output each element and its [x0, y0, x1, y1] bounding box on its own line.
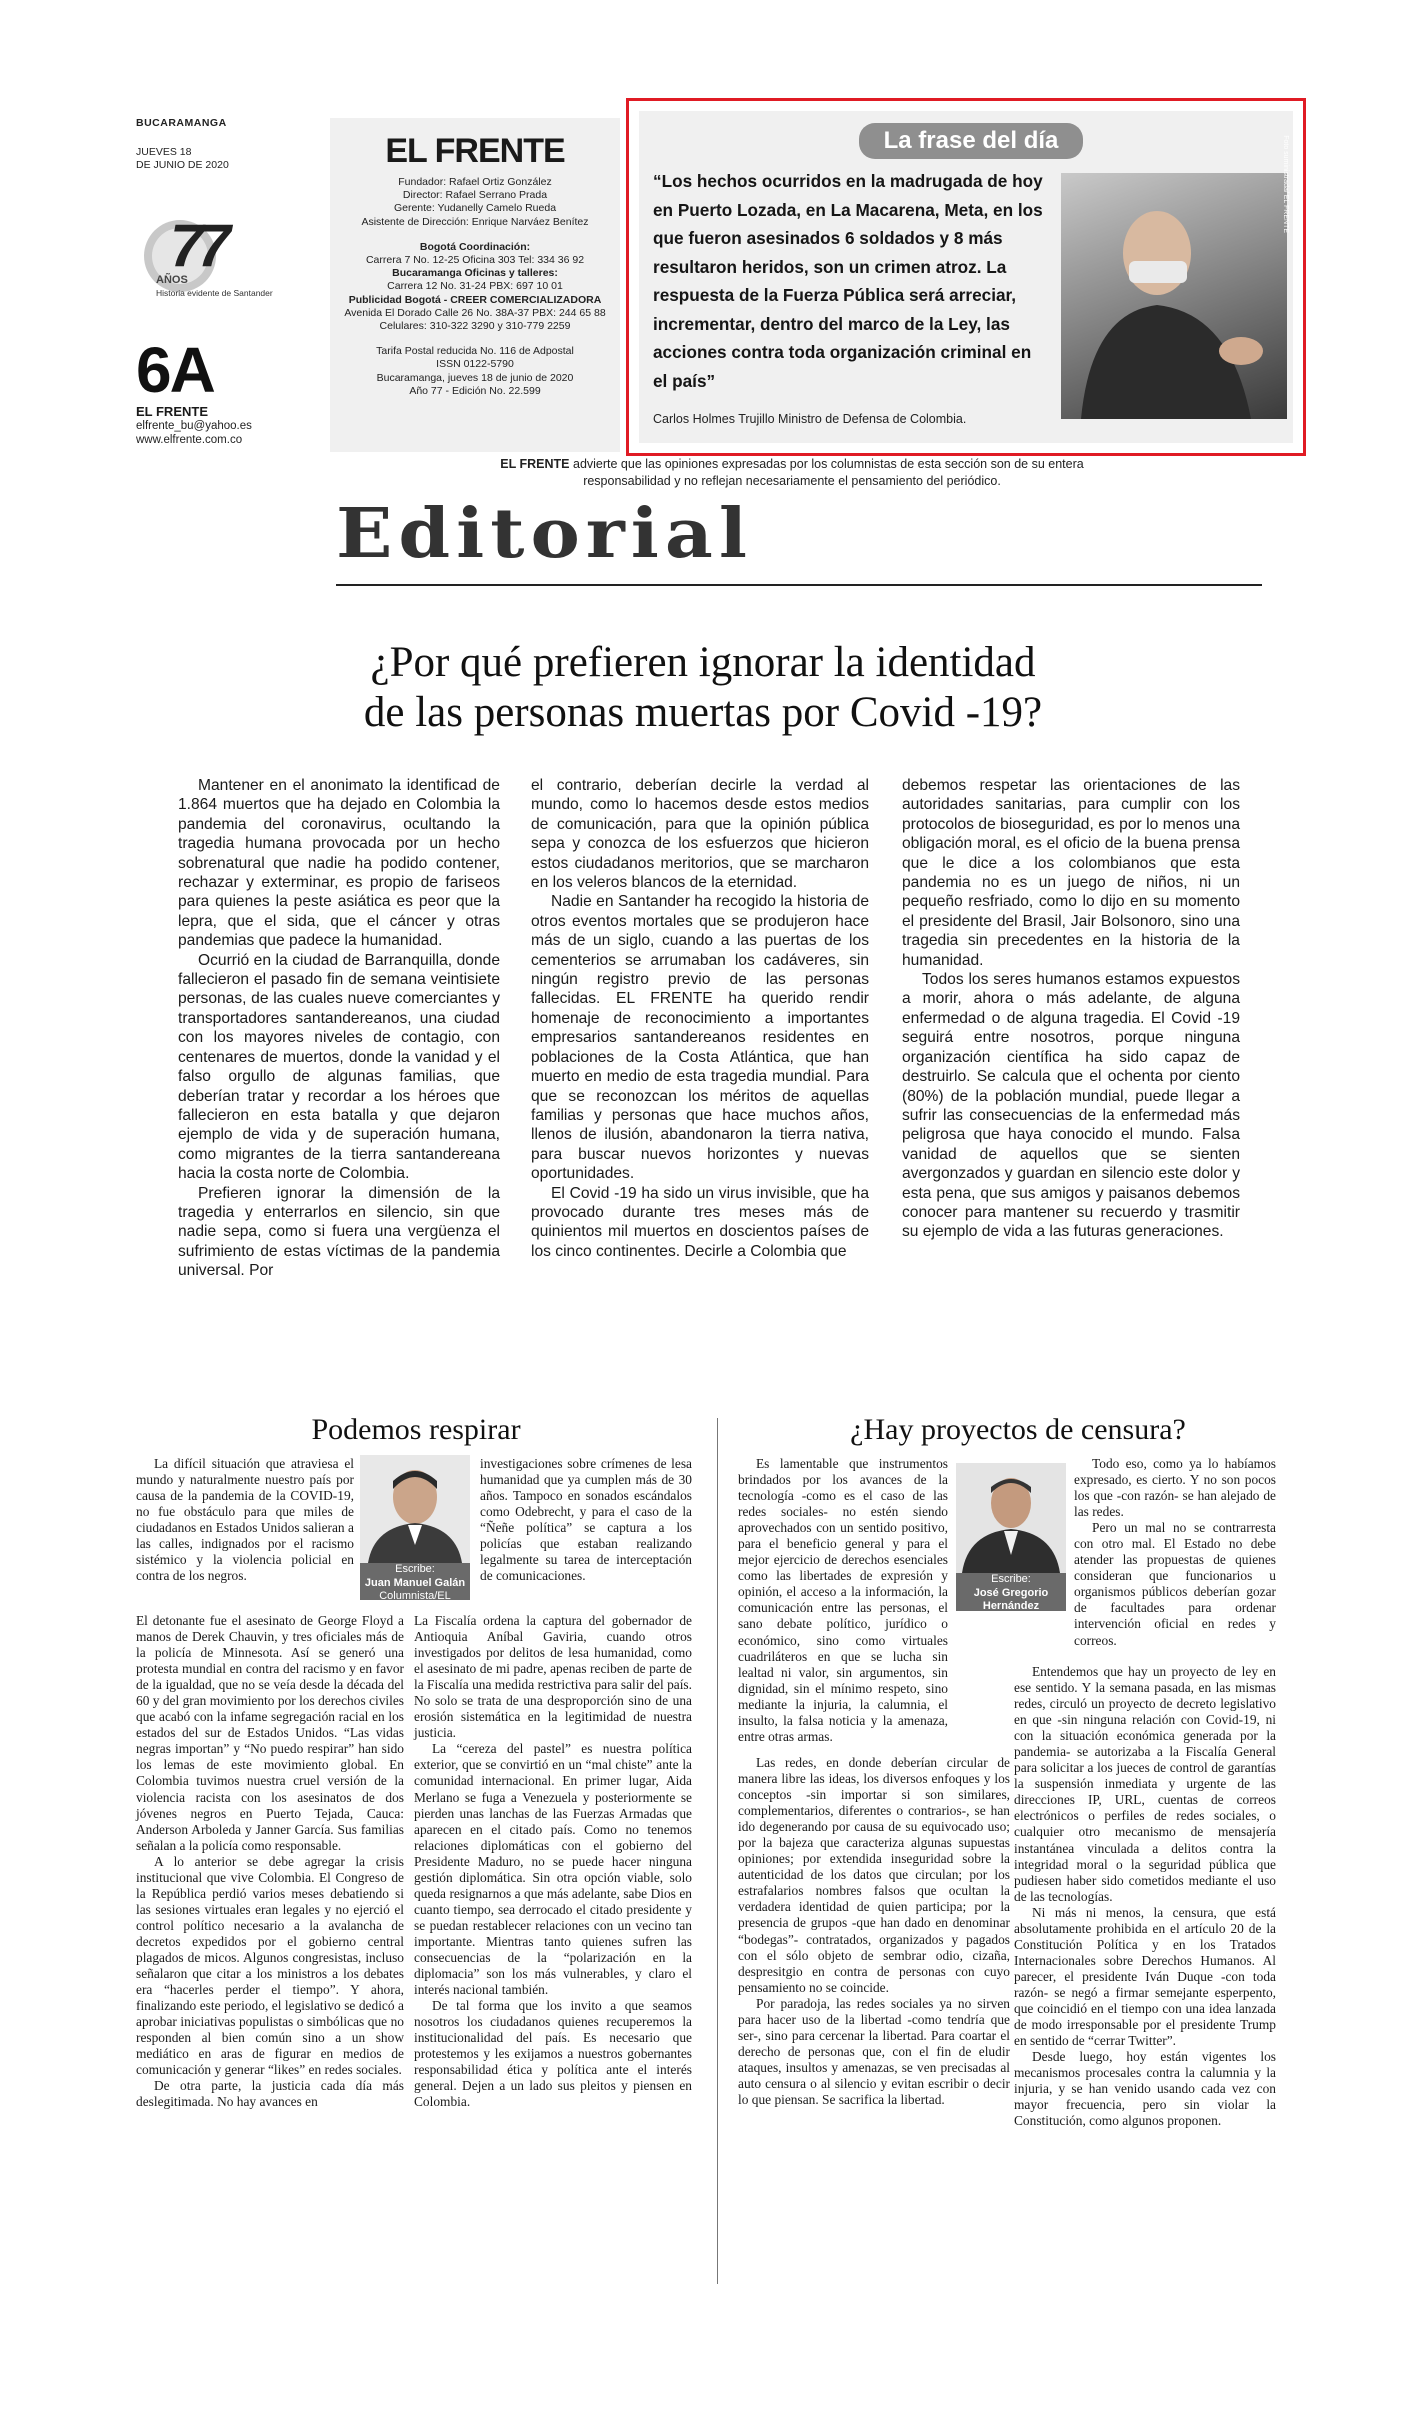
- info-spacer-2: [330, 333, 620, 345]
- city-label: BUCARAMANGA: [136, 117, 227, 129]
- section-rule: [336, 584, 1262, 586]
- column-right-headline: ¿Hay proyectos de censura?: [850, 1413, 1186, 1446]
- editorial-column-2: [531, 776, 869, 1261]
- column-right-intro: [738, 1456, 948, 1745]
- column-paragraph: Las redes, en donde deberían circular de manera libre las ideas, los diversos enfoques y los conceptos -sin importar si son similares, complementarios, diferentes o contrarios-, se han ido degenerando por causa de su equivocado uso; por la bajeza que caracteriza algunas supuestas opiniones; por extendida inseguridad sobre la autenticidad de los datos que circulan; por los estrafalarios nombres falsos que ocultan la verdadera identidad de quien participa; por la presencia de grupos -que han dado en denominar “bodegas”- contratados, organizados y pagados con el sólo objeto de sembrar odio, cizaña, despresitgio en contra de personas con cuyo pensamiento no se coincide.: [738, 1755, 1010, 1995]
- column-right-author-caption: [956, 1573, 1066, 1639]
- page-number: 6A: [136, 334, 214, 406]
- editorial-column-1: [178, 776, 500, 1281]
- info-advertising-address: Avenida El Dorado Calle 26 No. 38A-37 PBX: 244 65 88: [344, 306, 606, 319]
- author-caption-name: José Gregorio Hernández: [973, 1586, 1049, 1612]
- editorial-paragraph: El Covid -19 ha sido un virus invisible, que ha provocado durante tres meses más de quinientos mil muertos en doscientos países de los cinco continentes. Decirle a Colombia que: [531, 1184, 869, 1260]
- disclaimer-brand: EL FRENTE: [500, 457, 570, 471]
- column-paragraph: Desde luego, hoy están vigentes los mecanismos procesales contra la calumnia y la injuria, y se han venido usando cada vez con mayor frecuencia, pero sin violar la Constitución, como algunos proponen.: [1014, 2049, 1276, 2129]
- column-paragraph: La Fiscalía ordena la captura del gobernador de Antioquia Aníbal Gaviria, cuando otros investigados por delitos de lesa humanidad, como el asesinato de mi padre, apenas reciben de parte de la Fiscalía una medida restrictiva para salir del país. No solo se trata de una desproporción sino de una erosión sistemática en la legitimidad de nuestra justicia.: [414, 1613, 692, 1741]
- column-paragraph: Pero un mal no se contrarresta con otro mal. El Estado no debe atender las propuestas de quienes consideran que funcionarios u organismos públicos deberían gozar de facultades para ordenar intervención oficial en redes y correos.: [1074, 1520, 1276, 1648]
- editorial-headline-line-1: ¿Por qué prefieren ignorar la identidad: [370, 639, 1036, 686]
- info-bogota-address: Carrera 7 No. 12-25 Oficina 303 Tel: 334 36 92: [365, 254, 585, 267]
- publisher-info-lines: [330, 176, 620, 398]
- column-paragraph: investigaciones sobre crímenes de lesa humanidad que ya cumplen más de 30 años. Tampoco en sonados escándalos como Odebrecht, y para el caso de la “Ñeñe política” se captura a los policías que estaban realizando legalmente su tarea de interceptación de comunicaciones.: [480, 1456, 692, 1584]
- info-phones: Celulares: 310-322 3290 y 310-779 2259: [379, 320, 571, 333]
- anniversary-word: AÑOS: [156, 274, 188, 286]
- contact-website[interactable]: www.elfrente.com.co: [136, 434, 243, 446]
- newspaper-title: EL FRENTE: [385, 132, 565, 170]
- editorial-paragraph: debemos respetar las orientaciones de las autoridades sanitarias, para cumplir con los protocolos de bioseguridad, es por lo menos una obligación moral, es el oficio de la buena prensa que le dice a los colombianos que esta pandemia no es un juego de niños, ni un pequeño resfriado, como lo dijo en su momento el presidente del Brasil, Jair Bolsonoro, sino una tragedia sin precedentes en la historia de la humanidad.: [902, 777, 1240, 969]
- disclaimer-text: advierte que las opiniones expresadas por los columnistas de esta sección son de su entera responsabilidad y no reflejan necesariamente el pensamiento del periódico.: [569, 457, 1084, 488]
- column-paragraph: La “cereza del pastel” es nuestra política exterior, que se convirtió en un “mal chiste” ante la comunidad internacional. En primer lugar, Aida Merlano se fuga a Venezuela y posteriormente se pierden unas lanchas de las Fuerzas Armadas que aparecen en el citado país. Como no tenemos relaciones diplomáticas con el gobierno del Presidente Maduro, no se puede hacer ninguna gestión diplomática. Sin otra opción viable, solo queda resignarnos a que más adelante, sabe Dios en cuanto tiempo, sea derrocado el citado presidente y se puedan restablecer relaciones con un vecino tan importante. Mientras tanto quienes sufren las consecuencias de la “polarización en la diplomacia” son los más vulnerables, y claro el interés nacional también.: [414, 1741, 692, 1998]
- quote-author: Carlos Holmes Trujillo Ministro de Defensa de Colombia.: [653, 412, 967, 426]
- info-assistant: Asistente de Dirección: Enrique Narváez Benítez: [361, 215, 589, 228]
- info-date: Bucaramanga, jueves 18 de junio de 2020: [376, 371, 574, 384]
- date-line-1: JUEVES 18: [136, 146, 192, 158]
- editorial-paragraph: Prefieren ignorar la dimensión de la tragedia y enterrarlos en silencio, sin que nadie sepa, como si fuera una vergüenza el sufrimiento de estas víctimas de la pandemia universal. Por: [178, 1184, 500, 1280]
- column-paragraph: El detonante fue el asesinato de George Floyd a manos de Derek Chauvin, y tres oficiales más de la policía de Minnesota. Así se generó una protesta mundial en contra del racismo y en favor de la igualdad, que no se veía desde la década del 60 y del gran movimiento por los derechos civiles que acabó con la infame segregación racial en los estados del sur de Estados Unidos. “Las vidas negras importan” y “No puedo respirar” han sido los lemas de este movimiento global. En Colombia tuvimos nuestra cruel versión de la violencia racista con los asesinatos de dos jóvenes negros en Puerto Tejada, Cauca: Anderson Arboleda y Janner García. Sus familias señalan a la policía como responsable.: [136, 1613, 404, 1853]
- column-left-col-a: [136, 1613, 404, 2110]
- column-left-intro: [136, 1456, 354, 1584]
- anniversary-number: 77: [170, 212, 225, 279]
- info-manager: Gerente: Yudanelly Camelo Rueda: [393, 202, 557, 215]
- info-bucaramanga-heading: Bucaramanga Oficinas y talleres:: [392, 267, 558, 280]
- person-photo-icon: [1061, 173, 1287, 419]
- editorial-paragraph: el contrario, deberían decirle la verdad al mundo, como lo hacemos desde estos medios de comunicación, para que la opinión pública sepa y conozca de los esfuerzos que hicieron estos ciudadanos meritorios, que se marcharon en los veleros blancos de la eternidad.: [531, 777, 869, 892]
- section-title: Editorial: [336, 494, 753, 574]
- info-bogota-heading: Bogotá Coordinación:: [419, 240, 531, 253]
- column-left-col-b-top: [480, 1456, 692, 1584]
- date-line-2: DE JUNIO DE 2020: [136, 159, 229, 171]
- disclaimer: [472, 456, 1112, 490]
- editorial-headline-line-2: de las personas muertas por Covid -19?: [363, 689, 1043, 736]
- contact-email[interactable]: elfrente_bu@yahoo.es: [136, 420, 252, 432]
- info-postal: Tarifa Postal reducida No. 116 de Adpostal: [376, 345, 574, 358]
- anniversary-tagline: Historia evidente de Santander: [156, 288, 273, 298]
- editorial-paragraph: Mantener en el anonimato la identificad de 1.864 muertos que ha dejado en Colombia la pandemia del coronavirus, ocultando la tragedia humana provocada por un hecho sobrenatural que nadie ha podido contener, rechazar y exterminar, es propio de fariseos para quienes la peste asiática es peor que la lepra, que el sida, que el cáncer y otras pandemias que padece la humanidad.: [178, 777, 500, 950]
- minister-photo: [1061, 135, 1289, 419]
- author-caption-role: Columnista/EL FRENTE: [379, 1590, 451, 1616]
- author-caption-label: Escribe:: [395, 1563, 435, 1575]
- info-spacer: [330, 229, 620, 241]
- quote-text: “Los hechos ocurridos en la madrugada de hoy en Puerto Lozada, en La Macarena, Meta, en los que fueron asesinados 6 soldados y 8 más resultaron heridos, son un crimen atroz. La respuesta de la Fuerza Pública será arreciar, incrementar, dentro del marco de la Ley, las acciones contra toda organización criminal en el país”: [653, 171, 1043, 391]
- column-paragraph: Entendemos que hay un proyecto de ley en ese sentido. Y la semana pasada, en las mismas redes, circuló un proyecto de decreto legislativo en que -sin ninguna relación con Covid-19, ni con la situación económica generada por la pandemia- se autorizaba a la Fiscalía General para solicitar a los jueces de control de garantías la suspensión inmediata y urgente de las direcciones IP, URL, cuentas de correos electrónicos o perfiles de redes sociales, o cualquier otro mecanismo de mensajería instantánea vinculada a delitos contra la integridad moral o la seguridad pública que pudiesen haber sido cometidos mediante el uso de las tecnologías.: [1014, 1664, 1276, 1904]
- column-paragraph: Es lamentable que instrumentos brindados por los avances de la tecnología -como es el caso de las redes sociales- no estén siendo aprovechados con un sentido positivo, para el beneficio general y para el mejor ejercicio de derechos esenciales como las libertades de expresión y opinión, el acceso a la información, la comunicación entre las personas, el sano debate político, jurídico o económico, sino como virtuales cuadriláteros en que se lucha sin lealtad ni valor, sin argumentos, sin dignidad, sin el mínimo respeto, sino mediante la injuria, la calumnia, el insulto, la falsa noticia y la amenaza, entre otras armas.: [738, 1456, 948, 1744]
- column-paragraph: La difícil situación que atraviesa el mundo y naturalmente nuestro país por causa de la pandemia de la COVID-19, no fue obstáculo para que miles de ciudadanos en Estados Unidos salieran a las calles, indignados por el racismo sistémico y la violencia policial en contra de los negros.: [136, 1456, 354, 1584]
- author-caption-role: Columnista/EL FRENTE: [975, 1613, 1047, 1639]
- author-caption-label: Escribe:: [991, 1573, 1031, 1585]
- editorial-paragraph: Todos los seres humanos estamos expuestos a morir, ahora o más adelante, de alguna enfermedad o de alguna tragedia. El Covid -19 seguirá entre nosotros, porque ninguna organización científica ha sido capaz de destruirlo. Se calcula que el ochenta por ciento (80%) de la población mundial, puede llegar a sufrir las consecuencias de la enfermedad más peligrosa que haya conocido el mundo. Falsa vanidad de aquellos que se sienten avergonzados y guardan en silencio este dolor y esta pena, que sus amigos y paisanos debemos conocer para mantener su recuerdo y trasmitir su ejemplo de vida a las futuras generaciones.: [902, 971, 1240, 1241]
- anniversary-logo: [140, 208, 290, 304]
- column-right-col-b: [1014, 1664, 1276, 2129]
- publisher-info-box: [330, 118, 620, 452]
- info-advertising-heading: Publicidad Bogotá - CREER COMERCIALIZADORA: [348, 293, 602, 306]
- editorial-paragraph: Nadie en Santander ha recogido la historia de otros eventos mortales que se produjeron hace más de un siglo, cuando a las puertas de los cementerios se arrumaban los cadáveres, sin ningún registro previo de las personas fallecidas. EL FRENTE ha querido rendir homenaje de reconocimiento a importantes empresarios santandereanos residentes en poblaciones de la Costa Atlántica, que han muerto en medio de esta tragedia mundial. Para que se reconozcan los méritos de aquellas familias y personas que hace muchos años, llenos de ilusión, abandonaron la tierra nativa, para buscar nuevos horizontes y nuevas oportunidades.: [531, 893, 869, 1183]
- editorial-paragraph: Ocurrió en la ciudad de Barranquilla, donde fallecieron el pasado fin de semana veintisiete personas, de las cuales nueve comerciantes y transportadores santandereanos, una ciudad con los mayores niveles de contagio, con centenares de muertos, donde la vanidad y el falso orgullo de algunas familias, que deberían tratar y recordar a los héroes que fallecieron en esta batalla y que dejaron ejemplo de vida y de superación humana, como migrantes de la tierra santandereana hacia la costa norte de Colombia.: [178, 951, 500, 1183]
- info-director: Director: Rafael Serrano Prada: [402, 189, 548, 202]
- editorial-headline: [178, 638, 1228, 738]
- column-paragraph: Ni más ni menos, la censura, que está absolutamente prohibida en el artículo 20 de la Constitución Política y en los Tratados Internacionales sobre Derechos Humanos. Al parecer, el presidente Iván Duque -con toda razón- se negó a firmar semejante esperpento, que coincidió en el tiempo con una idea lanzada de modo irresponsable por el presidente Trump en sentido de “cerrar Twitter”.: [1014, 1904, 1276, 2049]
- column-paragraph: Por paradoja, las redes sociales ya no sirven para hacer uso de la libertad -como tendría que ser-, sino para cercenar la libertad. Para coartar el derecho de personas que, con el fin de eludir ataques, insultos y amenazas, se ven precisadas al auto censura o al silencio y evitan escribir o decir lo que piensan. Se sacrifica la libertad.: [738, 1995, 1010, 2107]
- column-right-author-box: [956, 1463, 1066, 1639]
- column-paragraph: De tal forma que los invito a que seamos nosotros los ciudadanos quienes recuperemos la institucionalidad del país. Es necesario que protestemos y les exijamos a nuestros gobernantes responsabilidad ética y política ante el interés general. Dejen a un lado sus pleitos y piensen en Colombia.: [414, 1998, 692, 2110]
- info-edition: Año 77 - Edición No. 22.599: [409, 384, 541, 397]
- column-right-col-b-top: [1074, 1456, 1276, 1649]
- info-issn: ISSN 0122-5790: [436, 358, 514, 371]
- author-portrait-icon: [956, 1463, 1066, 1573]
- column-divider: [717, 1418, 718, 2284]
- quote-of-the-day-box: [626, 98, 1306, 456]
- info-bucaramanga-address: Carrera 12 No. 31-24 PBX: 697 10 01: [387, 280, 563, 293]
- column-left-col-b: [414, 1613, 692, 2110]
- column-right-col-a: [738, 1755, 1010, 2108]
- brand-label: EL FRENTE: [136, 404, 208, 419]
- author-portrait-icon: [360, 1455, 470, 1563]
- column-left-headline: Podemos respirar: [311, 1413, 521, 1446]
- quote-tag: La frase del día: [859, 123, 1083, 159]
- column-paragraph: Todo eso, como ya lo habíamos expresado, es cierto. Y no son pocos los que -con razón- se han alejado de las redes.: [1074, 1456, 1276, 1520]
- column-left-author-box: [360, 1455, 470, 1616]
- editorial-column-3: [902, 776, 1240, 1242]
- info-founder: Fundador: Rafael Ortiz González: [398, 176, 552, 188]
- author-caption-name: Juan Manuel Galán: [364, 1576, 466, 1589]
- column-paragraph: A lo anterior se debe agregar la crisis institucional que vive Colombia. El Congreso de la República perdió varios meses debatiendo si las sesiones virtuales eran legales y no ejerció el control político necesario a la avalancha de decretos expedidos por el gobierno central plagados de micos. Algunos congresistas, incluso señalaron que citar a los ministros a los debates era “hacerles perder el tiempo”. Y ahora, finalizando este periodo, el legislativo se dedicó a aprobar iniciativas populistas o simbólicas que no responden al bien común sino a un show mediático en aras de figurar en medios de comunicación y generar “likes” en redes sociales.: [136, 1853, 404, 2078]
- photo-credit: Foto suministrada/ EL FRENTE: [1282, 135, 1289, 233]
- column-paragraph: De otra parte, la justicia cada día más deslegitimada. No hay avances en: [136, 2078, 404, 2110]
- column-left-author-caption: [360, 1563, 470, 1616]
